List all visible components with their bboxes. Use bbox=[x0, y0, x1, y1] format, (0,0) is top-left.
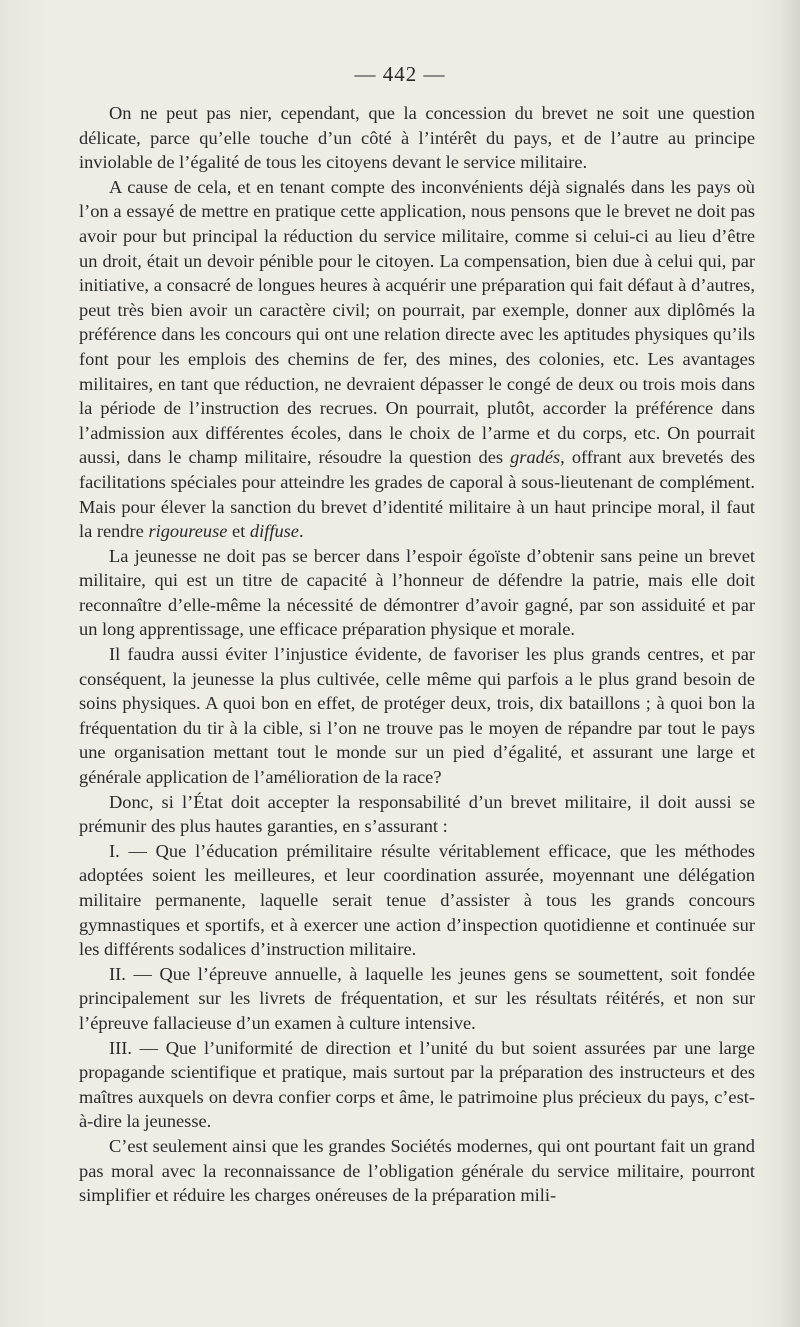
paragraph bbox=[79, 175, 755, 544]
paragraph bbox=[79, 1134, 755, 1208]
text-run: , offrant aux brevetés des facilitations spéciales pour atteindre les grades de caporal à sous-lieutenant de complément. Mais pour élever la sanction du brevet d’identité militaire à un haut principe moral, il faut la rendre bbox=[79, 447, 755, 542]
page-number: — 442 — bbox=[354, 62, 446, 86]
italic-text: rigoureuse bbox=[148, 521, 228, 542]
text-run: A cause de cela, et en tenant compte des inconvénients déjà signalés dans les pays où l’on a essayé de mettre en pratique cette application, nous pensons que le brevet ne doit pas avoir pour but principal la réduction du service militaire, comme si celui-ci au lieu d’être un droit, était un devoir pénible pour le citoyen. La compensation, bien due à celui qui, par initiative, a consacré de longues heures à acquérir une préparation qui fait défaut à d’autres, peut très bien avoir un caractère civil; on pourrait, par exemple, donner aux diplômés la préférence dans les concours qui ont une relation directe avec les aptitudes physiques qu’ils font pour les emplois des chemins de fer, des mines, des colonies, etc. Les avantages militaires, en tant que réduction, ne devraient dépasser le congé de deux ou trois mois dans la période de l’instruction des recrues. On pourrait, plutôt, accorder la préférence dans l’admission aux différentes écoles, dans le choix de l’arme et du corps, etc. On pourrait aussi, dans le champ militaire, résoudre la question des bbox=[79, 176, 755, 468]
text-run: et bbox=[227, 521, 250, 542]
paragraph bbox=[79, 839, 755, 962]
italic-text: gradés bbox=[510, 447, 561, 468]
text-run: La jeunesse ne doit pas se bercer dans l’espoir égoïste d’obtenir sans peine un brevet militaire, qui est un titre de capacité à l’honneur de défendre la patrie, mais elle doit reconnaître d’elle-même la nécessité de démontrer d’avoir gagné, par son assiduité et par un long apprentissage, une efficace préparation physique et morale. bbox=[79, 545, 755, 640]
body-text bbox=[79, 101, 755, 1208]
text-run: C’est seulement ainsi que les grandes Sociétés modernes, qui ont pourtant fait un grand pas moral avec la reconnaissance de l’obligation générale du service militaire, pourront simplifier et réduire les charges onéreuses de la préparation mili- bbox=[79, 1135, 755, 1206]
italic-text: diffuse bbox=[249, 521, 299, 542]
text-run: On ne peut pas nier, cependant, que la concession du brevet ne soit une question délicate, parce qu’elle touche d’un côté à l’intérêt du pays, et de l’autre au principe inviolable de l’égalité de tous les citoyens devant le service militaire. bbox=[79, 103, 755, 173]
paragraph bbox=[79, 544, 755, 642]
paragraph bbox=[79, 962, 755, 1036]
paragraph bbox=[79, 642, 755, 790]
text-run: Donc, si l’État doit accepter la responsabilité d’un brevet militaire, il doit aussi se prémunir des plus hautes garanties, en s’assurant : bbox=[79, 791, 755, 837]
text-run: III. — Que l’uniformité de direction et l’unité du but soient assurées par une large propagande scientifique et pratique, mais surtout par la préparation des instructeurs et des maîtres auxquels on devra confier corps et âme, le patrimoine plus précieux du pays, c’est-à-dire la jeunesse. bbox=[79, 1037, 755, 1132]
paragraph bbox=[79, 790, 755, 839]
text-run: . bbox=[298, 521, 304, 542]
text-run: I. — Que l’éducation prémilitaire résulte véritablement efficace, que les méthodes adoptées soient les meilleures, et leur coordination assurée, moyennant une délégation militaire permanente, laquelle serait tenue d’assister à tous les grands concours gymnastiques et sportifs, et à exercer une action d’inspection quotidienne et continuée sur les différents sodalices d’instruction militaire. bbox=[79, 840, 755, 960]
text-run: Il faudra aussi éviter l’injustice évidente, de favoriser les plus grands centres, et par conséquent, la jeunesse la plus cultivée, celle même qui parfois a le plus grand besoin de soins physiques. A quoi bon en effet, de protéger deux, trois, dix bataillons ; à quoi bon la fréquentation du tir à la cible, si l’on ne trouve pas le moyen de répandre par tout le pays une organisation mettant tout le monde sur un pied d’égalité, et assurant une large et générale application de l’amélioration de la race? bbox=[79, 644, 755, 788]
paragraph bbox=[79, 101, 755, 175]
page-edge-shadow bbox=[778, 0, 800, 1327]
text-run: II. — Que l’épreuve annuelle, à laquelle les jeunes gens se soumettent, soit fondée principalement sur les livrets de fréquentation, et sur les résultats réitérés, et non sur l’épreuve fallacieuse d’un examen à culture intensive. bbox=[79, 963, 755, 1033]
paragraph bbox=[79, 1036, 755, 1134]
